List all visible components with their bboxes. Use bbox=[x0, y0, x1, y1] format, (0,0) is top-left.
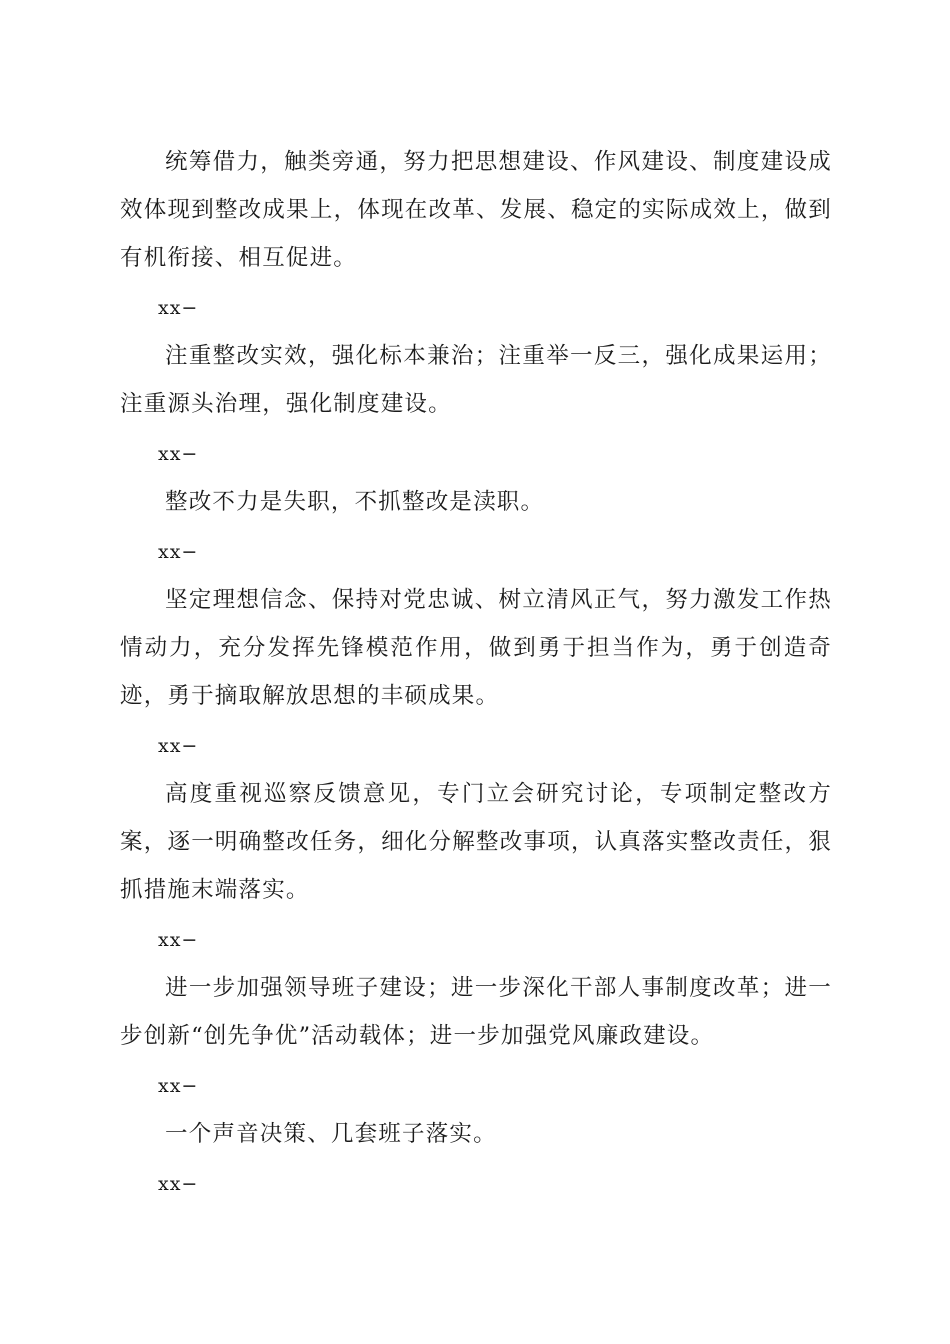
section-marker: xx− bbox=[158, 1075, 199, 1097]
paragraph: 整改不力是失职，不抓整改是渎职。 bbox=[165, 489, 545, 515]
section-marker: xx− bbox=[158, 541, 199, 563]
section-marker: xx− bbox=[158, 443, 199, 465]
section-marker: xx− bbox=[158, 929, 199, 951]
section-marker: xx− bbox=[158, 297, 199, 319]
section-marker: xx− bbox=[158, 1173, 199, 1195]
paragraph: 高度重视巡察反馈意见，专门立会研究讨论，专项制定整改方案，逐一明确整改任务，细化分解整改事项，认真落实整改责任，狠抓措施末端落实。 bbox=[120, 781, 832, 903]
paragraph: 坚定理想信念、保持对党忠诚、树立清风正气，努力激发工作热情动力，充分发挥先锋模范作用，做到勇于担当作为，勇于创造奇迹，勇于摘取解放思想的丰硕成果。 bbox=[120, 587, 832, 709]
paragraph: 注重整改实效，强化标本兼治；注重举一反三，强化成果运用；注重源头治理，强化制度建设。 bbox=[120, 343, 832, 417]
paragraph: 进一步加强领导班子建设；进一步深化干部人事制度改革；进一步创新“创先争优”活动载体；进一步加强党风廉政建设。 bbox=[120, 975, 832, 1049]
document-body bbox=[120, 138, 832, 1208]
section-marker: xx− bbox=[158, 735, 199, 757]
paragraph: 一个声音决策、几套班子落实。 bbox=[165, 1121, 497, 1147]
paragraph: 统筹借力，触类旁通，努力把思想建设、作风建设、制度建设成效体现到整改成果上，体现在改革、发展、稳定的实际成效上，做到有机衔接、相互促进。 bbox=[120, 149, 832, 271]
